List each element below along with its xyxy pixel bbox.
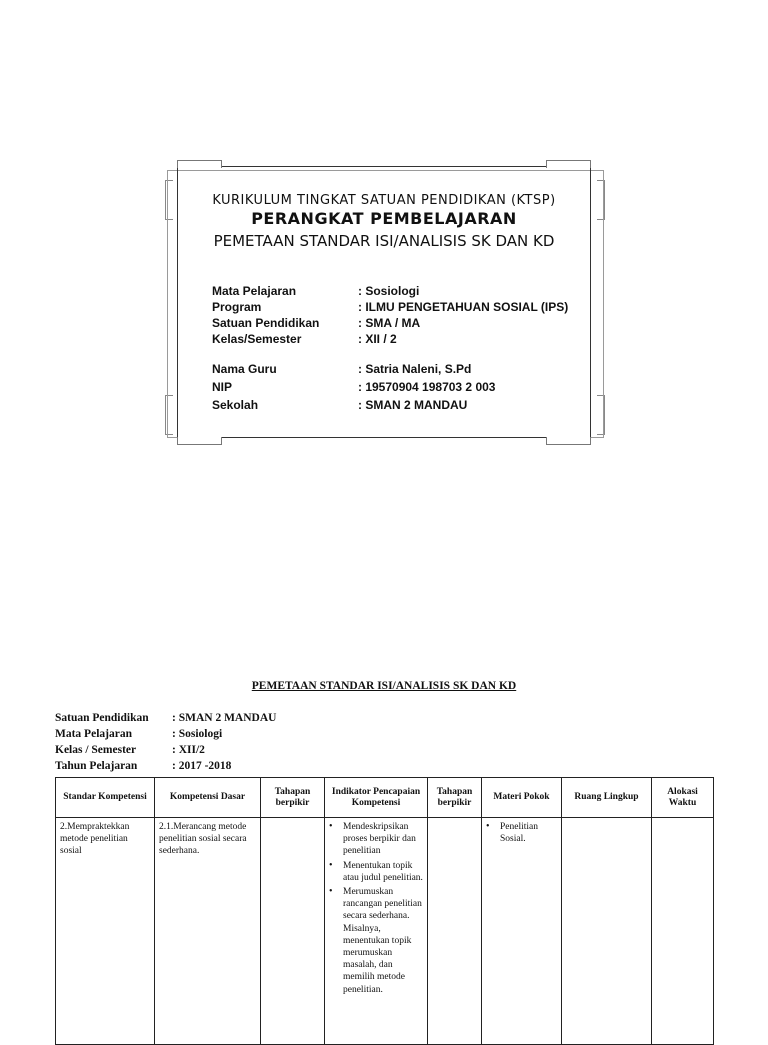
info-value: : Satria Naleni, S.Pd — [358, 362, 472, 376]
info-value: : SMA / MA — [358, 316, 421, 330]
cell-kompetensi-dasar: 2.1.Merancang metode penelitian sosial secara sederhana. — [155, 818, 261, 1045]
info-label: Sekolah — [212, 398, 259, 412]
info-label: Mata Pelajaran — [212, 284, 297, 298]
cover-main-title: PERANGKAT PEMBELAJARAN — [251, 209, 517, 228]
list-item: • Penelitian Sosial. — [486, 821, 557, 845]
info-value: : SMAN 2 MANDAU — [358, 398, 468, 412]
indikator-list — [329, 821, 423, 996]
list-item: • Mendeskripsikan proses berpikir dan penelitian — [329, 821, 423, 858]
list-item: • Merumuskan rancangan penelitian secara sederhana. Misalnya, menentukan topik merumuskan masalah, dan memilih metode penelitian. — [329, 886, 423, 996]
header-ruang-lingkup: Ruang Lingkup — [562, 778, 652, 818]
materi-list — [486, 821, 557, 845]
header-tahapan-berpikir-2: Tahapan berpikir — [428, 778, 482, 818]
info-value: : XII / 2 — [358, 332, 397, 346]
cell-tahapan-berpikir-2 — [428, 818, 482, 1045]
info-label: Nama Guru — [212, 362, 277, 376]
list-item: • Menentukan topik atau judul penelitian. — [329, 860, 423, 884]
meta-label: Kelas / Semester — [55, 744, 137, 756]
meta-value: : Sosiologi — [172, 728, 223, 740]
meta-value: : XII/2 — [172, 744, 205, 756]
header-tahapan-berpikir: Tahapan berpikir — [261, 778, 325, 818]
sk-kd-mapping-table — [55, 777, 714, 1045]
header-kompetensi-dasar: Kompetensi Dasar — [155, 778, 261, 818]
info-label: Program — [212, 300, 262, 314]
header-indikator: Indikator Pencapaian Kompetensi — [325, 778, 428, 818]
cover-curriculum-title: KURIKULUM TINGKAT SATUAN PENDIDIKAN (KTSP) — [212, 193, 556, 208]
header-materi-pokok: Materi Pokok — [482, 778, 562, 818]
header-standar-kompetensi: Standar Kompetensi — [56, 778, 155, 818]
meta-value: : 2017 -2018 — [172, 760, 232, 772]
frame-tab — [546, 160, 591, 168]
info-value: : ILMU PENGETAHUAN SOSIAL (IPS) — [358, 300, 569, 314]
cover-subtitle: PEMETAAN STANDAR ISI/ANALISIS SK DAN KD — [213, 232, 555, 250]
cell-indikator — [325, 818, 428, 1045]
frame-tab — [546, 437, 591, 445]
document-title: PEMETAAN STANDAR ISI/ANALISIS SK DAN KD — [251, 680, 517, 692]
header-alokasi-waktu: Alokasi Waktu — [652, 778, 714, 818]
info-label: NIP — [212, 380, 233, 394]
meta-label: Mata Pelajaran — [55, 728, 132, 740]
info-value: : Sosiologi — [358, 284, 420, 298]
cell-ruang-lingkup — [562, 818, 652, 1045]
frame-tab — [177, 160, 222, 168]
meta-label: Tahun Pelajaran — [55, 760, 138, 772]
cell-standar-kompetensi: 2.Mempraktekkan metode penelitian sosial — [56, 818, 155, 1045]
cell-materi-pokok — [482, 818, 562, 1045]
meta-label: Satuan Pendidikan — [55, 712, 149, 724]
info-value: : 19570904 198703 2 003 — [358, 380, 496, 394]
info-label: Satuan Pendidikan — [212, 316, 320, 330]
cell-tahapan-berpikir — [261, 818, 325, 1045]
frame-tab — [177, 437, 222, 445]
meta-value: : SMAN 2 MANDAU — [172, 712, 277, 724]
table-row — [56, 818, 714, 1045]
table-header-row — [56, 778, 714, 818]
info-label: Kelas/Semester — [212, 332, 302, 346]
cell-alokasi-waktu — [652, 818, 714, 1045]
